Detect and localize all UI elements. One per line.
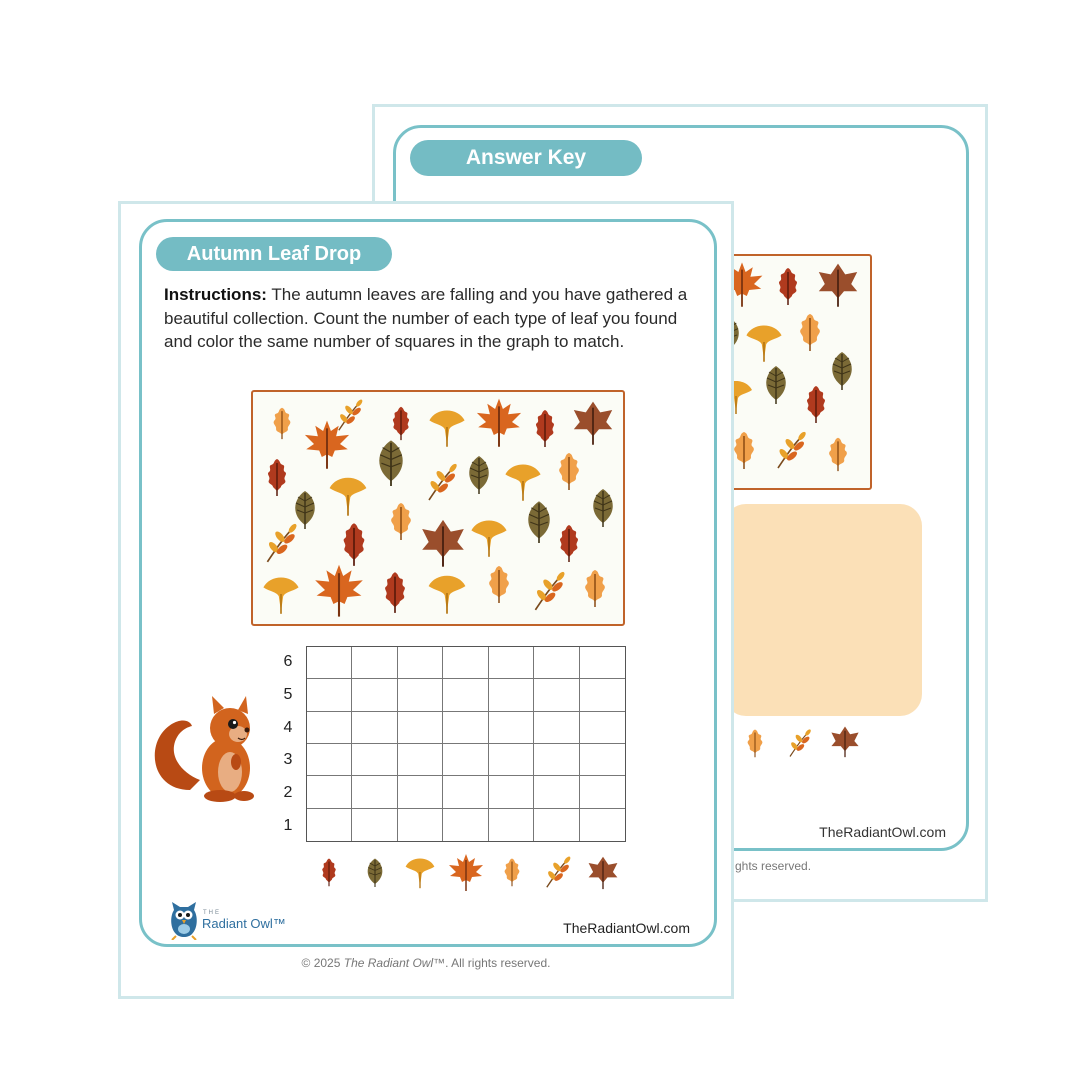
instructions-text: The autumn leaves are falling and you have gathered a beautiful collection. Count the number of each type of leaf you found and color the same number of squares in the graph to match. — [164, 285, 688, 351]
graph-cell — [307, 744, 352, 776]
graph-cell — [443, 809, 488, 841]
graph-cell — [534, 809, 579, 841]
answer-key-graph-area — [724, 504, 922, 716]
logo-prefix: THE — [203, 910, 221, 916]
answer-key-leaf-row — [724, 720, 884, 764]
answer-key-copyright: ghts reserved. — [735, 859, 812, 873]
graph-cell — [352, 809, 397, 841]
ginkgo-leaf-icon — [397, 848, 443, 896]
copyright-prefix: © 2025 — [301, 956, 344, 970]
graph-cell — [580, 647, 625, 679]
instructions-label: Instructions: — [164, 285, 267, 304]
graph-cell — [489, 647, 534, 679]
copyright-brand: The Radiant Owl™ — [343, 956, 446, 970]
graph-cell — [398, 712, 443, 744]
graph-cell — [580, 712, 625, 744]
y-tick: 4 — [283, 718, 293, 736]
worksheet-title: Autumn Leaf Drop — [156, 237, 392, 271]
graph-cell — [534, 744, 579, 776]
graph-cell — [307, 809, 352, 841]
graph-leaf-labels — [306, 848, 626, 896]
graph-y-axis — [276, 646, 300, 842]
graph-cell — [580, 679, 625, 711]
worksheet-page — [118, 201, 734, 999]
owl-icon — [168, 900, 200, 940]
graph-cell — [352, 647, 397, 679]
graph-cell — [398, 776, 443, 808]
graph-cell — [534, 712, 579, 744]
graph-cell — [534, 776, 579, 808]
y-tick: 3 — [283, 751, 293, 769]
radiant-owl-logo — [168, 900, 298, 942]
graph-cell — [352, 776, 397, 808]
instructions — [164, 283, 694, 354]
answer-key-title: Answer Key — [410, 140, 642, 176]
graph-cell — [489, 776, 534, 808]
graph-cell — [489, 712, 534, 744]
graph-cell — [580, 776, 625, 808]
graph-cell — [398, 647, 443, 679]
squirrel-illustration — [150, 686, 262, 806]
graph-cell — [398, 679, 443, 711]
graph-cell — [489, 809, 534, 841]
brown-maple-leaf-icon — [580, 848, 626, 896]
twig-leaf-icon — [535, 848, 581, 896]
graph-cell — [534, 647, 579, 679]
graph-cell — [443, 776, 488, 808]
graph-cell — [398, 809, 443, 841]
green-leaf-icon — [352, 848, 398, 896]
graph-cell — [307, 647, 352, 679]
worksheet-copyright — [121, 956, 731, 970]
y-tick: 1 — [283, 816, 293, 834]
graph-cell — [352, 712, 397, 744]
answer-key-website: TheRadiantOwl.com — [819, 824, 946, 840]
worksheet-card — [139, 219, 717, 947]
graph-cell — [580, 809, 625, 841]
graph-cell — [307, 776, 352, 808]
graph-cell — [443, 647, 488, 679]
red-oak-leaf-icon — [306, 848, 352, 896]
y-tick: 2 — [283, 784, 293, 802]
graph-cell — [307, 679, 352, 711]
y-tick: 6 — [283, 653, 293, 671]
maple-leaf-icon — [443, 848, 489, 896]
graph-cell — [489, 744, 534, 776]
worksheet-website: TheRadiantOwl.com — [563, 920, 690, 936]
graph-cell — [398, 744, 443, 776]
y-tick: 5 — [283, 686, 293, 703]
graph-cell — [352, 744, 397, 776]
copyright-suffix: . All rights reserved. — [445, 956, 551, 970]
graph-cell — [443, 744, 488, 776]
graph-cell — [489, 679, 534, 711]
graph-cell — [580, 744, 625, 776]
logo-text: Radiant Owl™ — [202, 916, 286, 931]
graph-cell — [352, 679, 397, 711]
orange-oak-leaf-icon — [489, 848, 535, 896]
graph-cell — [443, 679, 488, 711]
leaf-collection-picture — [251, 390, 625, 626]
graph-cell — [307, 712, 352, 744]
graph-cell — [534, 679, 579, 711]
count-graph-grid — [306, 646, 626, 842]
graph-cell — [443, 712, 488, 744]
answer-key-leaf-collection — [724, 254, 872, 490]
